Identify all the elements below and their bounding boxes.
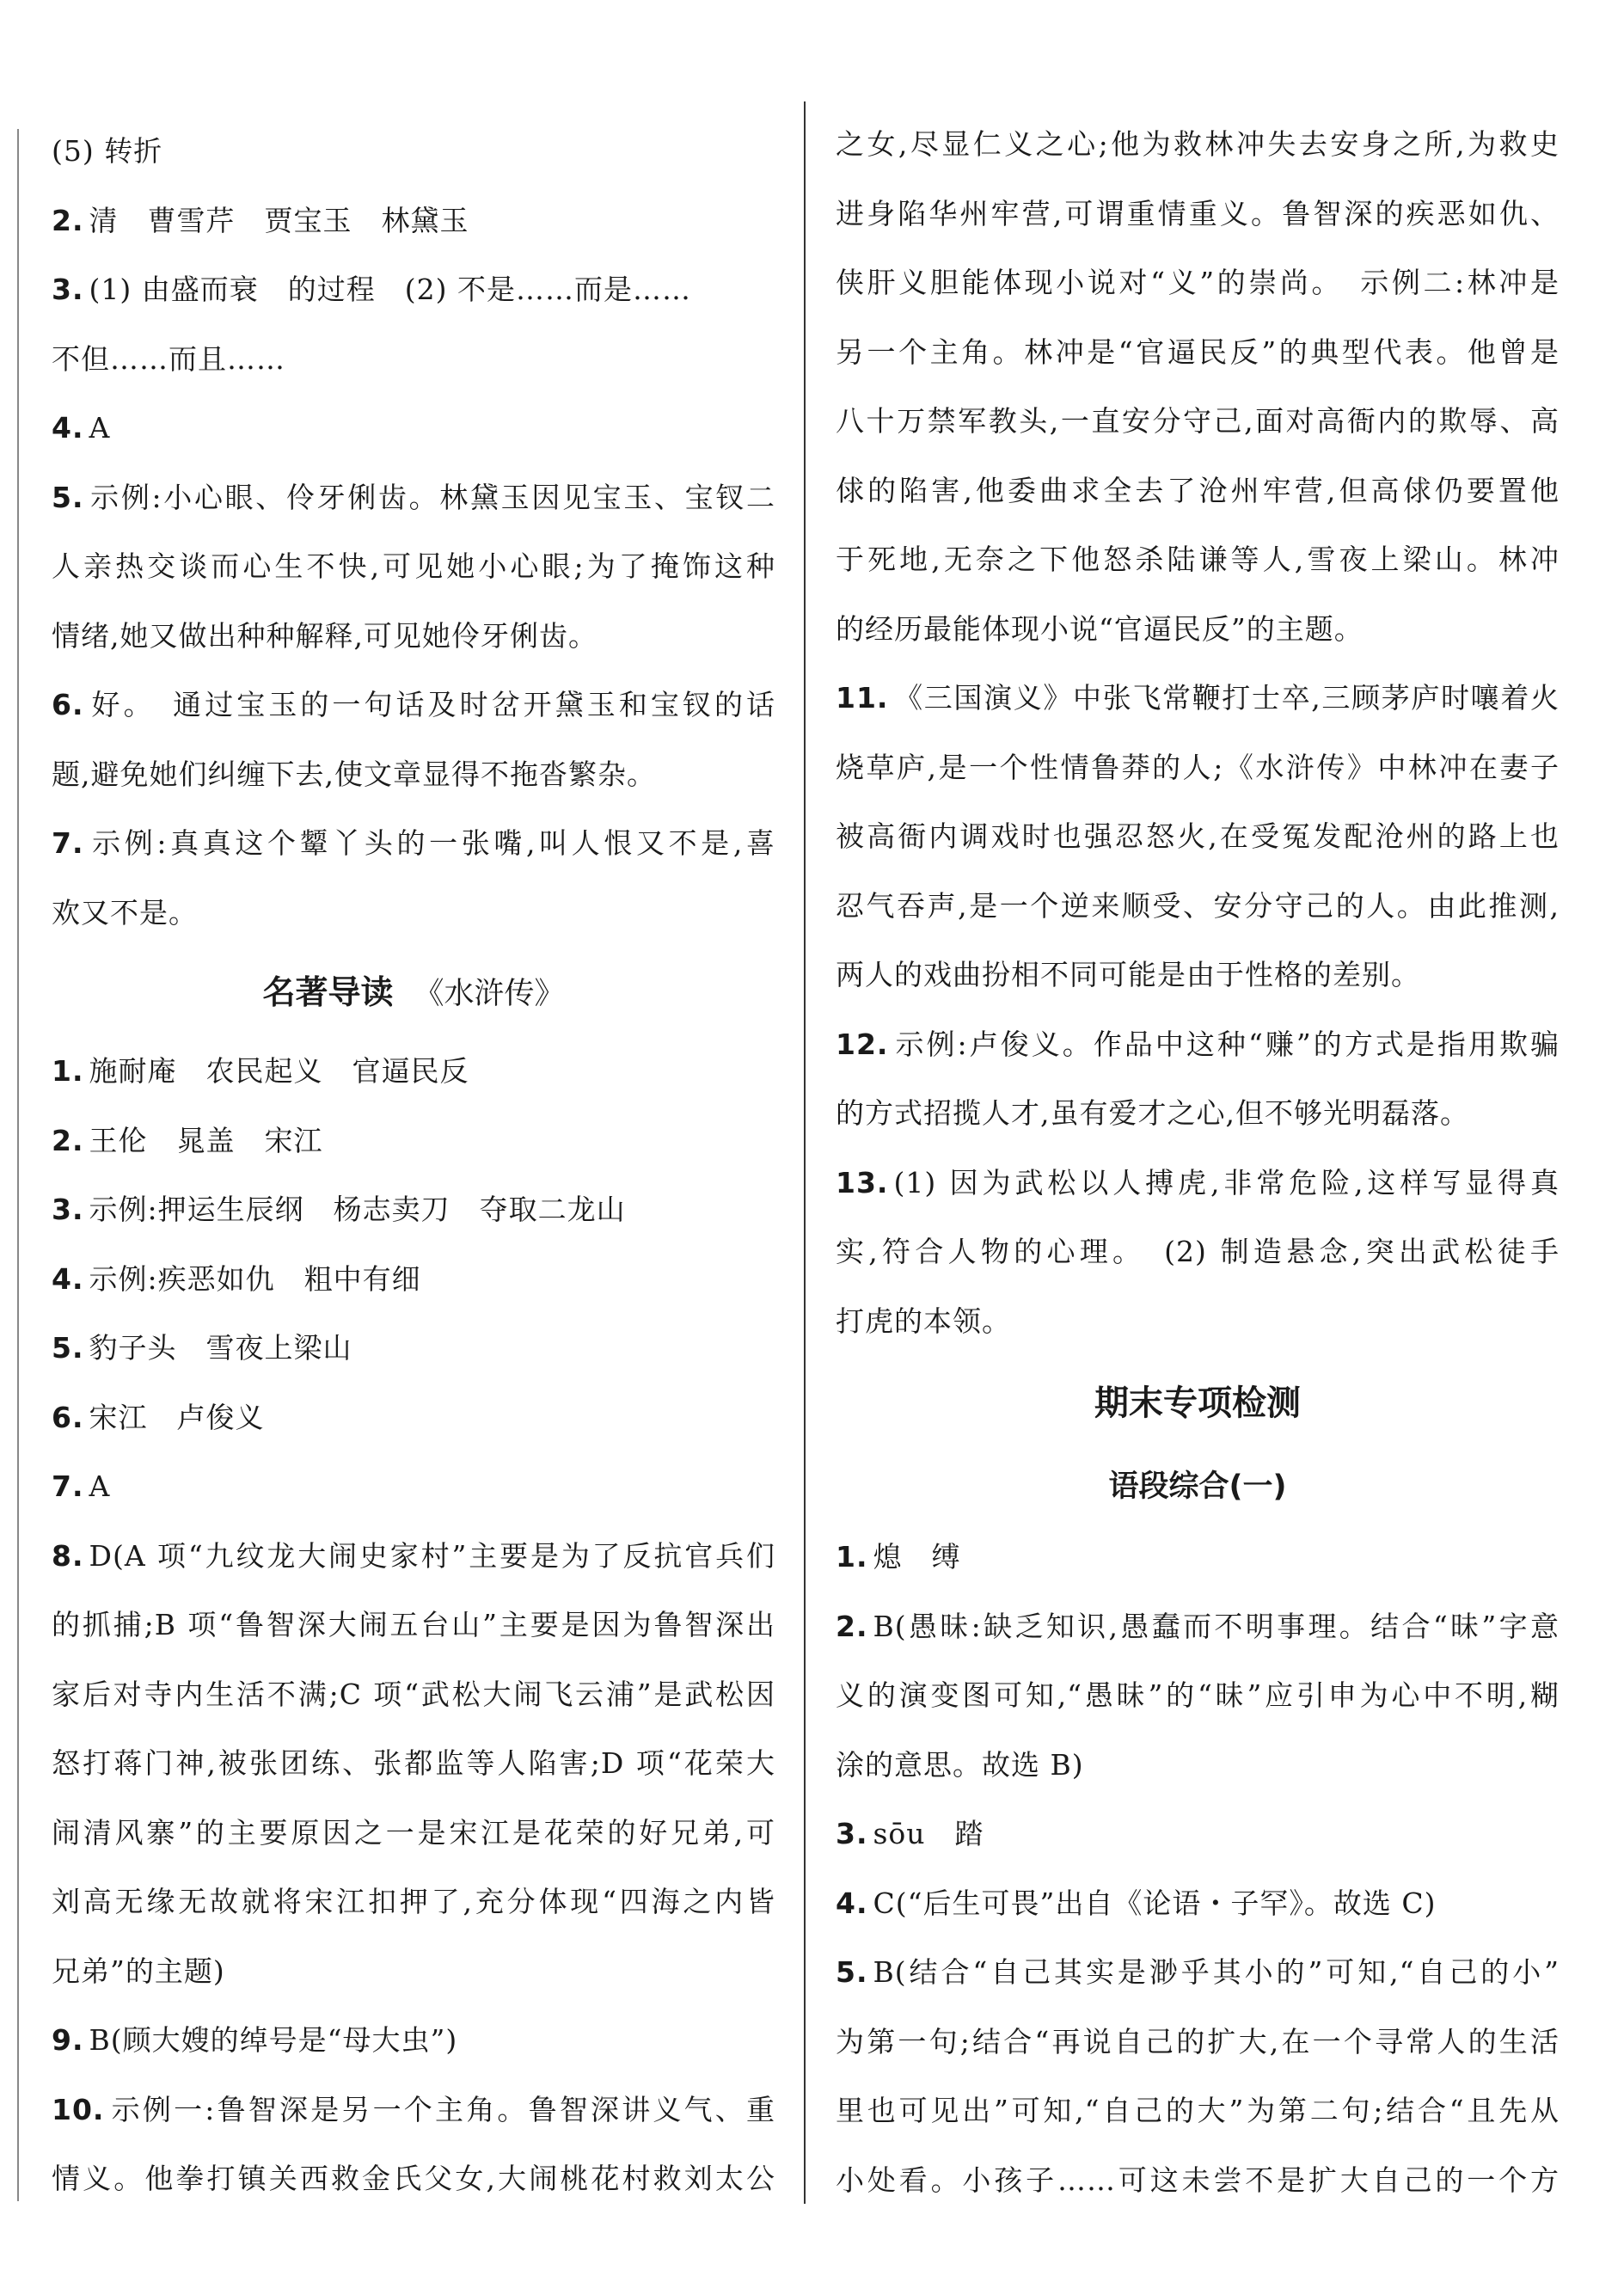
text-line (836, 180, 1560, 249)
answer-text: 兄弟”的主题) (52, 1954, 225, 1988)
answer-text: 打虎的本领。 (836, 1304, 1011, 1338)
question-number: 11. (836, 681, 889, 715)
question-number: 10. (52, 2092, 105, 2126)
text-line (52, 1175, 775, 1245)
text-line (836, 1592, 1560, 1662)
text-line (836, 1010, 1560, 1080)
right-answers-part1 (836, 110, 1560, 1356)
text-line (836, 1938, 1560, 2008)
text-line (52, 1937, 775, 2007)
answer-text: A (89, 411, 111, 445)
text-line (52, 532, 775, 602)
text-line (52, 1037, 775, 1107)
answer-text: 里也可见出”可知,“自己的大”为第二句;结合“且先从 (836, 2094, 1560, 2127)
right-answers-part2 (836, 1523, 1560, 2215)
question-number: 5. (52, 1331, 84, 1365)
answer-text: 进身陷华州牢营,可谓重情重义。鲁智深的疾恶如仇、 (836, 196, 1560, 230)
question-number: 2. (836, 1609, 868, 1643)
answer-text: 的方式招揽人才,虽有爱才之心,但不够光明磊落。 (836, 1096, 1469, 1130)
subsection-title: 语段综合(一) (1108, 1469, 1287, 1504)
answer-text: 题,避免她们纠缠下去,使文章显得不拖沓繁杂。 (52, 757, 656, 791)
section-title: 名著导读 (262, 973, 394, 1011)
text-line (836, 525, 1560, 595)
answer-text: 示例:押运生辰纲 杨志卖刀 夺取二龙山 (89, 1193, 626, 1226)
text-line (52, 671, 775, 740)
text-line (52, 1591, 775, 1660)
question-number: 6. (52, 1400, 84, 1434)
question-number: 3. (836, 1817, 868, 1850)
left-column (52, 117, 775, 2214)
answer-text: 豹子头 雪夜上梁山 (89, 1331, 352, 1365)
text-line (52, 463, 775, 533)
left-answers-part2 (52, 1037, 775, 2214)
answer-text: 《三国演义》中张飞常鞭打士卒,三顾茅庐时嚷着火 (893, 681, 1560, 715)
text-line (52, 1660, 775, 1730)
text-line (52, 602, 775, 672)
text-line (836, 664, 1560, 733)
answer-text: 好。 通过宝玉的一句话及时岔开黛玉和宝钗的话 (89, 688, 775, 721)
text-line (52, 187, 775, 256)
answer-text: (1) 由盛而衰 的过程 (2) 不是……而是…… (89, 273, 691, 306)
text-line (52, 809, 775, 879)
answer-text: 忍气吞声,是一个逆来顺受、安分守己的人。由此推测, (836, 888, 1560, 923)
answer-text: 刘高无缘无故就将宋江扣押了,充分体现“四海之内皆 (52, 1885, 775, 1918)
answer-text: 被高衙内调戏时也强忍怒火,在受冤发配沧州的路上也 (836, 819, 1560, 853)
page-edge-line (17, 129, 19, 2201)
text-line (52, 1799, 775, 1868)
text-line (52, 325, 775, 395)
text-line (836, 1731, 1560, 1801)
answer-text: (1) 因为武松以人搏虎,非常危险,这样写显得真 (893, 1165, 1560, 1199)
text-line (52, 2076, 775, 2145)
answer-text: 人亲热交谈而心生不快,可见她小心眼;为了掩饰这种 (52, 549, 775, 583)
question-number: 1. (52, 1054, 84, 1088)
answer-text: (5) 转折 (52, 134, 163, 168)
answer-text: 涂的意思。故选 B) (836, 1747, 1084, 1782)
answer-text: 施耐庵 农民起义 官逼民反 (89, 1054, 469, 1088)
text-line (836, 1287, 1560, 1357)
question-number: 3. (52, 1193, 84, 1226)
question-number: 5. (836, 1955, 868, 1989)
question-number: 4. (52, 1261, 84, 1296)
text-line (836, 1079, 1560, 1149)
text-line (52, 394, 775, 463)
answer-text: 另一个主角。林冲是“官逼民反”的典型代表。他曾是 (836, 334, 1560, 369)
question-number: 5. (52, 480, 84, 514)
text-line (836, 318, 1560, 388)
text-line (836, 110, 1560, 180)
answer-text: 示例:小心眼、伶牙俐齿。林黛玉因见宝玉、宝钗二 (89, 480, 775, 514)
answer-text: 宋江 卢俊义 (89, 1400, 265, 1434)
answer-text: 烧草庐,是一个性情鲁莽的人;《水浒传》中林冲在妻子 (836, 750, 1560, 784)
right-column (836, 110, 1560, 2215)
text-line (836, 595, 1560, 665)
answer-text: B(愚昧:缺乏知识,愚蠢而不明事理。结合“昧”字意 (873, 1609, 1560, 1643)
question-number: 4. (52, 411, 84, 445)
answer-text: 示例一:鲁智深是另一个主角。鲁智深讲义气、重 (109, 2092, 775, 2126)
answer-text: 示例:真真这个颦丫头的一张嘴,叫人恨又不是,喜 (89, 826, 775, 860)
question-number: 1. (836, 1540, 868, 1574)
answer-text: 小处看。小孩子……可这未尝不是扩大自己的一个方 (836, 2163, 1560, 2197)
question-number: 7. (52, 1469, 84, 1503)
text-line (52, 879, 775, 948)
section-subtitle: 《水浒传》 (414, 977, 565, 1011)
section-title-final-test: 期末专项检测 (1094, 1383, 1301, 1423)
answer-text: 两人的戏曲扮相不同可能是由于性格的差别。 (836, 958, 1420, 991)
answer-text: 于死地,无奈之下他怒杀陆谦等人,雪夜上梁山。林冲 (836, 543, 1560, 576)
text-line (52, 1868, 775, 1937)
answer-text: C(“后生可畏”出自《论语・子罕》。故选 C) (873, 1886, 1437, 1920)
text-line (52, 740, 775, 810)
answer-text: 情义。他拳打镇关西救金氏父女,大闹桃花村救刘太公 (52, 2162, 775, 2195)
text-line (52, 117, 775, 187)
text-line (836, 1869, 1560, 1939)
answer-text: sōu 踏 (873, 1817, 984, 1850)
text-line (836, 1218, 1560, 1287)
answer-text: 怒打蒋门神,被张团练、张都监等人陷害;D 项“花荣大 (52, 1746, 775, 1780)
answer-text: 示例:卢俊义。作品中这种“赚”的方式是指用欺骗 (893, 1027, 1560, 1061)
text-line (52, 1452, 775, 1522)
answer-text: 欢又不是。 (52, 895, 198, 929)
text-line (836, 1800, 1560, 1869)
text-line (836, 248, 1560, 318)
answer-text: 情绪,她又做出种种解释,可见她伶牙俐齿。 (52, 618, 598, 653)
text-line (836, 802, 1560, 872)
text-line (836, 2077, 1560, 2146)
question-number: 2. (52, 203, 84, 237)
question-number: 2. (52, 1123, 84, 1157)
answer-text: 俅的陷害,他委曲求全去了沧州牢营,但高俅仍要置他 (836, 473, 1560, 507)
column-divider (804, 101, 806, 2204)
answer-text: 王伦 晁盖 宋江 (89, 1123, 323, 1157)
question-number: 12. (836, 1027, 889, 1061)
answer-text: 闹清风寨”的主要原因之一是宋江是花荣的好兄弟,可 (52, 1815, 775, 1850)
question-number: 4. (836, 1886, 868, 1920)
answer-text: B(顾大嫂的绰号是“母大虫”) (89, 2023, 458, 2057)
text-line (836, 872, 1560, 942)
question-number: 9. (52, 2023, 84, 2057)
text-line (52, 1522, 775, 1592)
answer-text: 八十万禁军教头,一直安分守己,面对高衙内的欺辱、高 (836, 404, 1560, 438)
answer-text: 义的演变图可知,“愚昧”的“昧”应引申为心中不明,糊 (836, 1678, 1560, 1712)
answer-text: D(A 项“九纹龙大闹史家村”主要是为了反抗官兵们 (89, 1538, 775, 1573)
question-number: 6. (52, 688, 84, 721)
answer-text: A (89, 1469, 111, 1503)
text-line (52, 1107, 775, 1176)
answer-text: 的经历最能体现小说“官逼民反”的主题。 (836, 611, 1364, 646)
text-line (52, 2144, 775, 2214)
text-line (836, 1661, 1560, 1731)
text-line (836, 2146, 1560, 2216)
text-line (836, 1523, 1560, 1592)
answer-text: 之女,尽显仁义之心;他为救林冲失去安身之所,为救史 (836, 127, 1560, 161)
answer-text: B(结合“自己其实是渺乎其小的”可知,“自己的小” (873, 1955, 1560, 1989)
question-number: 8. (52, 1538, 84, 1573)
answer-text: 侠肝义胆能体现小说对“义”的崇尚。 示例二:林冲是 (836, 266, 1560, 299)
answer-text: 不但……而且…… (52, 341, 285, 376)
text-line (836, 733, 1560, 803)
text-line (52, 1383, 775, 1453)
text-line (52, 1245, 775, 1315)
answer-text: 为第一句;结合“再说自己的扩大,在一个寻常人的生活 (836, 2024, 1560, 2058)
question-number: 3. (52, 273, 84, 306)
text-line (52, 1729, 775, 1799)
left-answers-part1 (52, 117, 775, 948)
answer-text: 实,符合人物的心理。 (2) 制造悬念,突出武松徒手 (836, 1235, 1560, 1268)
text-line (836, 387, 1560, 457)
text-line (52, 255, 775, 325)
section-title-classics (52, 948, 775, 1037)
question-number: 13. (836, 1165, 889, 1199)
text-line (836, 941, 1560, 1010)
answer-text: 清 曹雪芹 贾宝玉 林黛玉 (89, 203, 469, 237)
answer-text: 熄 缚 (873, 1540, 961, 1574)
text-line (836, 457, 1560, 526)
text-line (52, 1314, 775, 1383)
answer-text: 的抓捕;B 项“鲁智深大闹五台山”主要是因为鲁智深出 (52, 1608, 775, 1641)
answer-text: 示例:疾恶如仇 粗中有细 (89, 1261, 421, 1296)
text-line (52, 2006, 775, 2076)
text-line (836, 2008, 1560, 2077)
question-number: 7. (52, 826, 84, 860)
text-line (836, 1149, 1560, 1218)
answer-text: 家后对寺内生活不满;C 项“武松大闹飞云浦”是武松因 (52, 1677, 775, 1711)
